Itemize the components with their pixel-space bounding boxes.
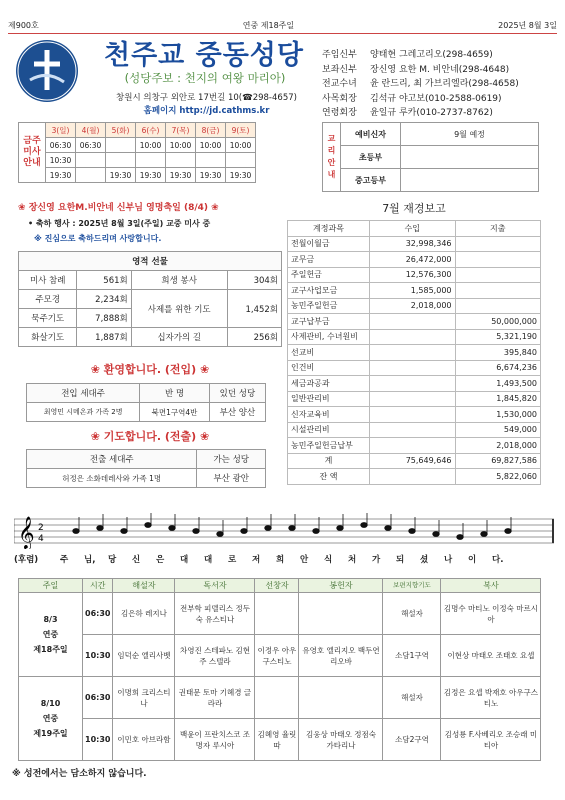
- flower-icon: ❀: [196, 363, 210, 376]
- schedule-row: 8/3 연중 제18주일 06:30 김은하 레지나 전부학 피델리스 정두숙 유스티나 해설자 김명수 마티노 이정숙 마르시아: [19, 593, 541, 635]
- mass-row: 19:30 19:30 19:30 19:30 19:30 19:30: [19, 168, 256, 183]
- finance-row: 신자교육비 1,530,000: [288, 407, 541, 423]
- welcome-title: ❀ 환영합니다. (전입) ❀: [90, 363, 210, 376]
- finance-row: 시설관리비 549,000: [288, 422, 541, 438]
- catechism-table: [322, 122, 539, 192]
- welcome-table: 전입 세대주 반 명 있던 성당 최영민 시메온과 가족 2명 북면1구역4반 부산 양산: [26, 383, 266, 422]
- farewell-title: ❀ 기도합니다. (전출) ❀: [90, 430, 210, 443]
- mass-day: 5(화): [106, 123, 136, 138]
- mass-row: 10:30: [19, 153, 256, 168]
- finance-row: 잔 액 5,822,060: [288, 469, 541, 485]
- note-head: [313, 529, 319, 534]
- finance-row: 인건비 6,674,236: [288, 360, 541, 376]
- schedule-header: 주일 시간 해설자 독서자 선창자 봉헌자 보편지향기도 복사: [19, 579, 541, 593]
- finance-row: 전월이월금 32,998,346: [288, 236, 541, 252]
- catechism-label: 교 리 안 내: [323, 123, 341, 192]
- mass-row: 06:30 06:30 10:00 10:00 10:00 10:00: [19, 138, 256, 153]
- lyric-syllable: 되: [396, 555, 405, 565]
- finance-row: 계 75,649,646 69,827,586: [288, 453, 541, 469]
- lyric-syllable: 신: [132, 555, 141, 565]
- lyric-syllable: 이: [468, 555, 477, 565]
- catechism-group: 예비신자: [341, 123, 401, 146]
- note-head: [289, 526, 295, 531]
- note-head: [457, 535, 463, 540]
- lyrics-line: [14, 553, 554, 565]
- mass-day: 8(금): [196, 123, 226, 138]
- parish-logo: [16, 40, 78, 102]
- note-head: [97, 526, 103, 531]
- note-head: [145, 523, 151, 528]
- bulletin-subtitle: (성당주보 : 천지의 여왕 마리아): [124, 71, 286, 85]
- finance-row: 농민주일헌금 2,018,000: [288, 298, 541, 314]
- lyrics: [60, 553, 512, 565]
- note-head: [433, 532, 439, 537]
- parish-title: 천주교 중동성당: [104, 40, 304, 71]
- note-head: [169, 526, 175, 531]
- lyric-syllable: 저: [252, 555, 261, 565]
- cross-logo-icon: [16, 40, 78, 102]
- note-head: [505, 529, 511, 534]
- gift-row: 주모경 2,234회 사제를 위한 기도 1,452회: [19, 290, 282, 309]
- lyric-syllable: 셨: [420, 555, 429, 565]
- liturgical-week: 연중 제18주일: [242, 21, 295, 30]
- note-head: [241, 529, 247, 534]
- finance-section: [287, 200, 541, 485]
- gift-row: 미사 참례 561회 희생 봉사 304회: [19, 271, 282, 290]
- finance-row: 교구사업모금 1,585,000: [288, 283, 541, 299]
- flower-icon: ❀: [208, 203, 219, 213]
- staff-notation-icon: [14, 513, 554, 549]
- flower-icon: ❀: [196, 430, 210, 443]
- flower-icon: ❀: [18, 203, 29, 213]
- page-header: [8, 20, 557, 34]
- gift-row: 화살기도 1,887회 십자가의 길 256회: [19, 328, 282, 347]
- schedule-row: 10:30 이민호 아브라함 백윤이 프란치스코 조명자 루시아 김혜영 율릿따 김웅상 마태오 정점숙 가타리나 소담2구역 김성룡 F.사베리오 조승래 미티아: [19, 719, 541, 761]
- lyric-syllable: 로: [228, 555, 237, 565]
- lyric-syllable: 나: [444, 555, 453, 565]
- finance-row: 농민주일헌금납부 2,018,000: [288, 438, 541, 454]
- catechism-info: [401, 146, 539, 169]
- note-head: [481, 532, 487, 537]
- catechism-group: 중고등부: [341, 169, 401, 192]
- gift-title: 영적 선물: [19, 252, 282, 271]
- lyric-syllable: 은: [156, 555, 165, 565]
- finance-row: 사제관비, 수녀원비 5,321,190: [288, 329, 541, 345]
- homepage-link[interactable]: 홈페이지 http://jd.cathms.kr: [143, 106, 270, 116]
- feast-section: [18, 200, 282, 488]
- lyric-syllable: 당: [108, 555, 117, 565]
- note-head: [193, 529, 199, 534]
- music-score: [14, 513, 554, 563]
- finance-row: 교구납부금 50,000,000: [288, 314, 541, 330]
- note-head: [337, 526, 343, 531]
- lyric-syllable: 대: [204, 555, 213, 565]
- mass-day: 6(수): [136, 123, 166, 138]
- staff-row: 보좌신부 장신영 요한 M. 비안네(298-4648): [322, 64, 510, 75]
- schedule-row: 8/10 연중 제19주일 06:30 이명희 크리스티나 권태문 토마 기혜경 글라라 해설자 김정은 요셉 박재호 아우구스티노: [19, 677, 541, 719]
- finance-table: 계정과목 수입 지출 전월이월금 32,998,346 교무금 26,472,000 주일헌금 12,576,300 교구사업모금 1,585,000 농민주일헌금 2,018,000 교구납부금 50,000,000 사제관비, 수녀원비 5,321,190 선교비 395,840 인건비 6,674,236 세금과공과 1,493,500 일반관리비 1,845,820 신자교육비 1,530,000 시설관리비 549,000 농민주일헌금납부 2,018,000 계 75,649,646 69,827,586 잔 액 5,822,060: [287, 220, 541, 485]
- gift-row: 묵주기도 7,888회: [19, 309, 282, 328]
- mass-day: 7(목): [166, 123, 196, 138]
- finance-row: 일반관리비 1,845,820: [288, 391, 541, 407]
- lyric-syllable: 가: [372, 555, 381, 565]
- finance-title: 7월 재경보고: [382, 202, 446, 215]
- staff-row: 사목회장 김석규 야고보(010-2588-0619): [322, 93, 502, 104]
- note-head: [121, 529, 127, 534]
- refrain-label: (후렴): [14, 555, 39, 565]
- spiritual-gift-table: [18, 251, 282, 347]
- note-head: [265, 526, 271, 531]
- note-head: [409, 529, 415, 534]
- mass-day: 3(일): [46, 123, 76, 138]
- staff-list: [322, 48, 519, 121]
- feast-title: ❀ 장신영 요한M.비안네 신부님 영명축일 (8/4) ❀: [18, 203, 219, 213]
- issue-number: 제900호: [8, 21, 39, 30]
- flower-icon: ❀: [90, 363, 104, 376]
- svg-text:4: 4: [38, 534, 44, 544]
- lyric-syllable: 님,: [84, 555, 96, 565]
- feast-note: ※ 진심으로 축하드리며 사랑합니다.: [34, 234, 162, 243]
- finance-row: 세금과공과 1,493,500: [288, 376, 541, 392]
- welcome-row: 최영민 시메온과 가족 2명 북면1구역4반 부산 양산: [27, 403, 266, 422]
- catechism-info: 9월 예정: [401, 123, 539, 146]
- note-head: [217, 532, 223, 537]
- catechism-info: [401, 169, 539, 192]
- lyric-syllable: 식: [324, 555, 333, 565]
- svg-text:𝄞: 𝄞: [18, 516, 35, 549]
- sunday-date: 8/3 연중 제18주일: [19, 593, 83, 677]
- lyric-syllable: 다.: [492, 555, 504, 565]
- issue-date: 2025년 8월 3일: [498, 21, 557, 30]
- farewell-row: 허정은 소화데레사와 가족 1명 부산 광안: [27, 469, 266, 488]
- feast-event: • 축하 행사 : 2025년 8월 3일(주일) 교중 미사 중: [28, 219, 211, 228]
- staff-row: 주임신부 양태현 그레고리오(298-4659): [322, 50, 493, 60]
- liturgy-roles-table: [18, 578, 541, 761]
- note-head: [385, 526, 391, 531]
- svg-text:2: 2: [38, 523, 44, 533]
- sunday-date: 8/10 연중 제19주일: [19, 677, 83, 761]
- mass-schedule-table: [18, 122, 256, 183]
- mass-label: 금주 미사 안내: [19, 123, 46, 183]
- lyric-syllable: 처: [348, 555, 357, 565]
- parish-address: 창원시 의창구 외안로 17번길 10(☎298-4657): [116, 93, 297, 103]
- flower-icon: ❀: [90, 430, 104, 443]
- staff-row: 전교수녀 윤 란드리, 최 가브리엘라(298-4658): [322, 79, 519, 89]
- lyric-syllable: 희: [276, 555, 285, 565]
- note-head: [73, 529, 79, 534]
- finance-row: 선교비 395,840: [288, 345, 541, 361]
- farewell-table: 전출 세대주 가는 성당 허정은 소화데레사와 가족 1명 부산 광안: [26, 449, 266, 488]
- note-head: [361, 523, 367, 528]
- schedule-row: 10:30 임덕순 엘리사벳 차영진 스테파노 김현주 스텔라 이정우 아우구스티노 유영호 엘리지오 백두연 리오바 소담1구역 이현상 마태오 조태호 요셉: [19, 635, 541, 677]
- finance-row: 교무금 26,472,000: [288, 252, 541, 268]
- lyric-syllable: 안: [300, 555, 309, 565]
- lyric-syllable: 주: [60, 555, 69, 565]
- finance-row: 주일헌금 12,576,300: [288, 267, 541, 283]
- mass-day: 9(토): [226, 123, 256, 138]
- lyric-syllable: 대: [180, 555, 189, 565]
- mass-day: 4(월): [76, 123, 106, 138]
- footer-note: ※ 성전에서는 담소하지 않습니다.: [12, 769, 147, 779]
- staff-row: 연령회장 윤일규 루카(010-2737-8762): [322, 108, 493, 118]
- catechism-group: 초등부: [341, 146, 401, 169]
